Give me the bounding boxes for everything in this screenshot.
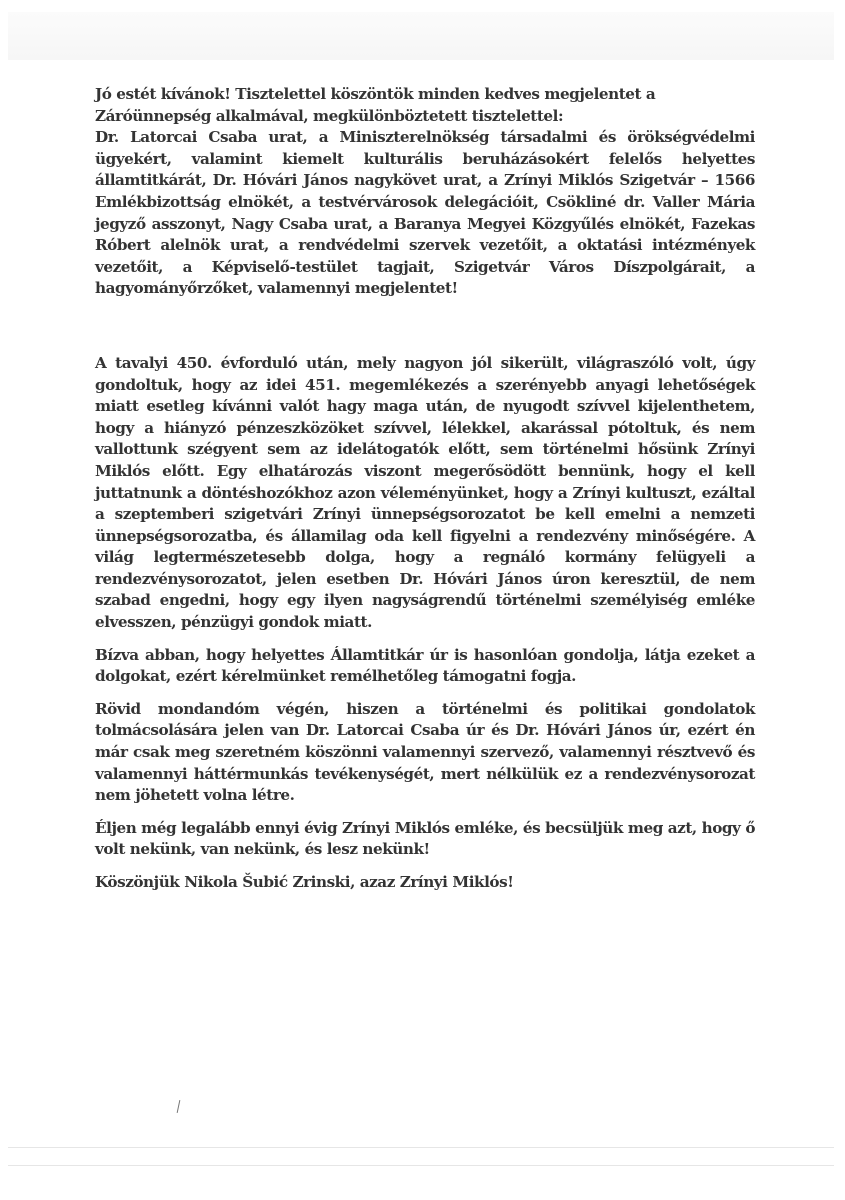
greeting-line: Jó estét kívánok! Tisztelettel köszöntök minden kedves megjelentet a <box>95 85 656 103</box>
pen-mark <box>177 1100 181 1113</box>
anniversary-paragraph: A tavalyi 450. évforduló után, mely nagyon jól sikerült, világraszóló volt, úgy gondoltuk, hogy az idei 451. megemlékezés a szerényebb anyagi lehetőségek miatt esetleg kívánni valót hagy maga után, de nyugodt szívvel kijelenthetem, hogy a hiányzó pénzeszközöket szívvel, lélekkel, akarással pótoltuk, és nem vallottunk szégyent sem az idelátogatók előtt, sem történelmi hősünk Zrínyi Miklós előtt. Egy elhatározás viszont megerősödött bennünk, hogy el kell juttatnunk a döntéshozókhoz azon véleményünket, hogy a Zrínyi kultuszt, ezáltal a szeptemberi szigetvári Zrínyi ünnepségsorozatot be kell emelni a nemzeti ünnepségsorozatba, és államilag oda kell figyelni a rendezvény minőségére. A világ legtermészetesebb dolga, hogy a regnáló kormány felügyeli a rendezvénysorozatot, jelen esetben Dr. Hóvári János úron keresztül, de nem szabad engedni, hogy egy ilyen nagyságrendű történelmi személyiség emléke elvesszen, pénzügyi gondok miatt. <box>95 353 755 632</box>
scan-artifact-line <box>8 1147 834 1148</box>
guest-list-text: Dr. Latorcai Csaba urat, a Miniszterelnökség társadalmi és örökségvédelmi ügyekért, valamint kiemelt kulturális beruházásokért felelős helyettes államtitkárát, Dr. Hóvári János nagykövet urat, a Zrínyi Miklós Szigetvár – 1566 Emlékbizottság elnökét, a testvérvárosok delegációit, Csökliné dr. Valler Mária jegyző asszonyt, Nagy Csaba urat, a Baranya Megyei Közgyűlés elnökét, Fazekas Róbert alelnök urat, a rendvédelmi szervek vezetőit, a oktatási intézmények vezetőit, a Képviselő-testület tagjait, Szigetvár Város Díszpolgárait, a hagyományőrzőket, valamennyi megjelentet! <box>95 128 755 298</box>
scan-artifact-band <box>8 12 834 60</box>
closing-paragraph: Köszönjük Nikola Šubić Zrinski, azaz Zrínyi Miklós! <box>95 873 514 891</box>
thanks-paragraph: Rövid mondandóm végén, hiszen a történelmi és politikai gondolatok tolmácsolására jelen van Dr. Latorcai Csaba úr és Dr. Hóvári János úr, ezért én már csak meg szeretném köszönni valamennyi szervező, valamennyi résztvevő és valamennyi háttérmunkás tevékenységét, mert nélkülük ez a rendezvénysorozat nem jöhetett volna létre. <box>95 699 755 805</box>
trust-paragraph: Bízva abban, hogy helyettes Államtitkár úr is hasonlóan gondolja, látja ezeket a dolgokat, ezért kérelmünket remélhetőleg támogatni fogja. <box>95 645 755 686</box>
greeting-paragraph <box>95 84 755 300</box>
greeting-line: Záróünnepség alkalmával, megkülönböztetett tisztelettel: <box>95 106 564 125</box>
scan-artifact-line <box>8 1165 834 1166</box>
document-page <box>95 84 755 894</box>
memory-paragraph: Éljen még legalább ennyi évig Zrínyi Miklós emléke, és becsüljük meg azt, hogy ő volt nekünk, van nekünk, és lesz nekünk! <box>95 818 755 859</box>
